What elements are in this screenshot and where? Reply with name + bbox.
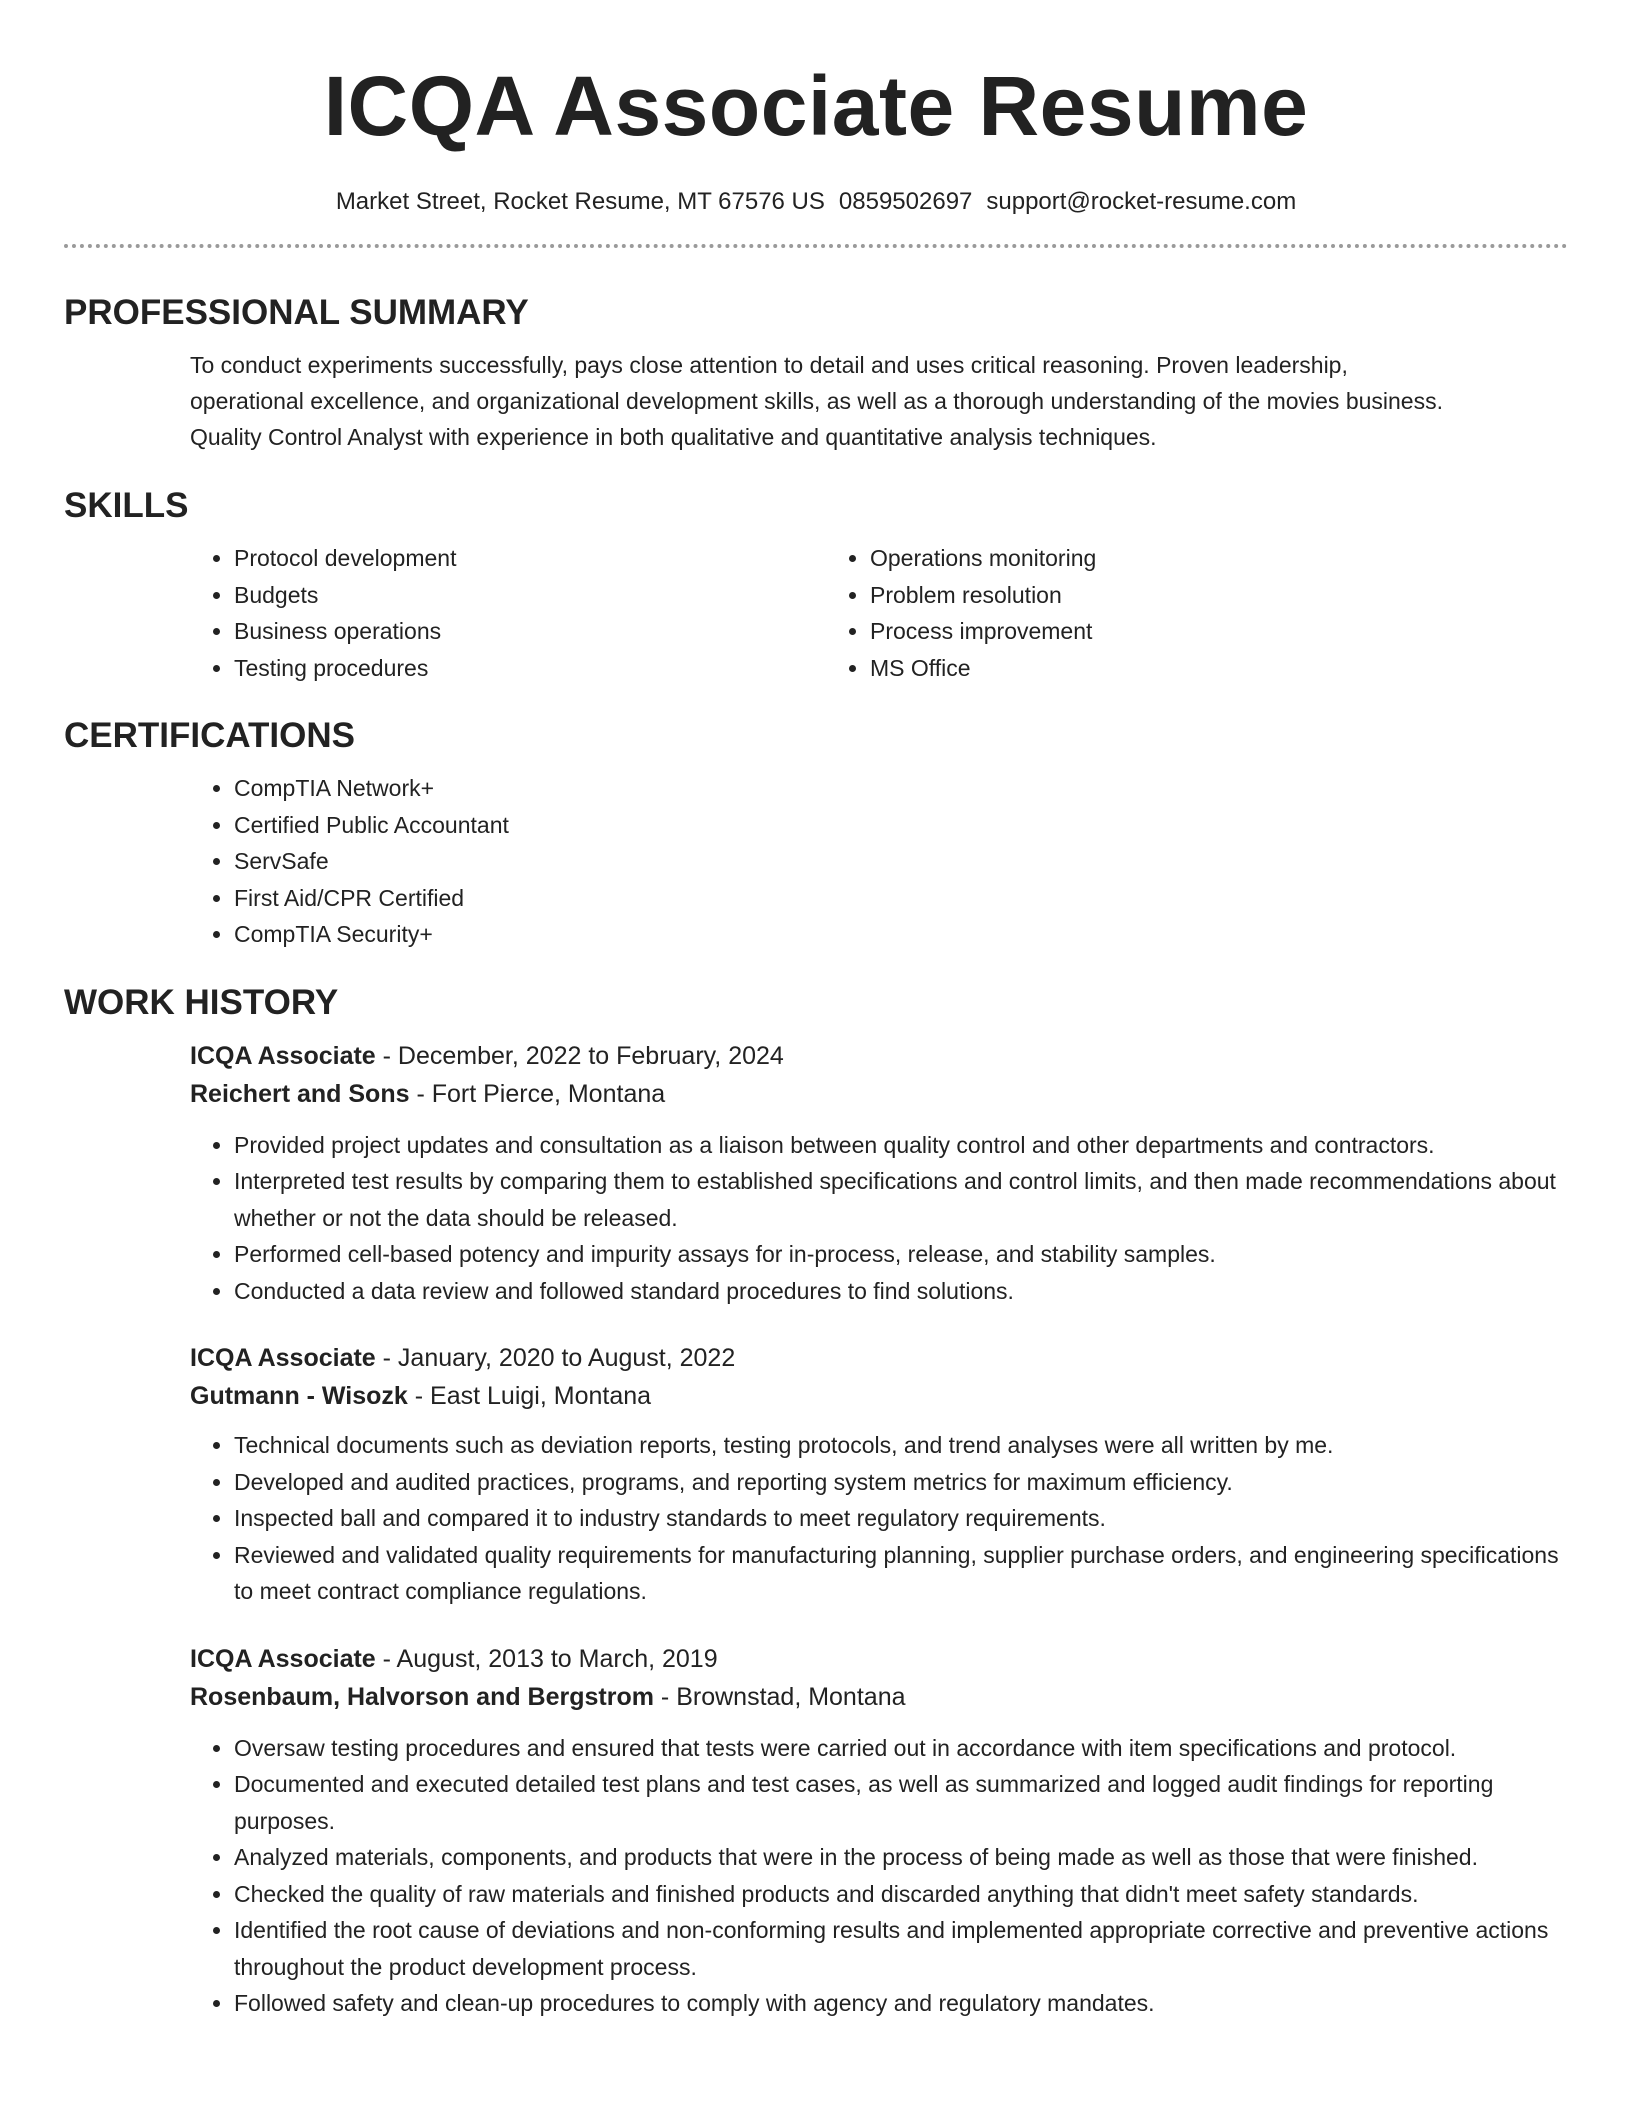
job-duties-list <box>190 1427 1568 1610</box>
skill-item: • Protocol development <box>234 540 826 577</box>
job-dates: - August, 2013 to March, 2019 <box>375 1644 718 1673</box>
job-dates: - December, 2022 to February, 2024 <box>375 1041 784 1070</box>
skill-item: • Budgets <box>234 577 826 614</box>
job-duty: • Interpreted test results by comparing them to established specifications and control limits, and then made recommendations about whether or not the data should be released. <box>234 1163 1568 1236</box>
summary-section <box>64 291 1568 455</box>
job-duties-list <box>190 1127 1568 1310</box>
job-duty: • Checked the quality of raw materials and finished products and discarded anything that didn't meet safety standards. <box>234 1876 1568 1913</box>
job-title-line <box>190 1339 1568 1377</box>
skill-item: • MS Office <box>870 650 1462 687</box>
certification-item: • First Aid/CPR Certified <box>234 880 1568 917</box>
job-title: ICQA Associate <box>190 1041 376 1070</box>
job-title-line <box>190 1037 1568 1075</box>
job-location: - Fort Pierce, Montana <box>409 1079 666 1108</box>
job-duty: • Provided project updates and consultation as a liaison between quality control and other departments and contractors. <box>234 1127 1568 1164</box>
job-duty: • Conducted a data review and followed standard procedures to find solutions. <box>234 1273 1568 1310</box>
certification-item: • CompTIA Network+ <box>234 770 1568 807</box>
job-title: ICQA Associate <box>190 1344 376 1372</box>
skills-column-right <box>826 540 1462 686</box>
summary-line: To conduct experiments successfully, pays close attention to detail and uses critical reasoning. Proven leadership, <box>190 352 1348 378</box>
job-duty: • Inspected ball and compared it to industry standards to meet regulatory requirements. <box>234 1500 1568 1537</box>
job-company: Reichert and Sons <box>190 1079 410 1108</box>
job-duty: • Technical documents such as deviation reports, testing protocols, and trend analyses were all written by me. <box>234 1427 1568 1464</box>
summary-text <box>190 347 1568 455</box>
certification-item: • CompTIA Security+ <box>234 916 1568 953</box>
section-title-summary: PROFESSIONAL SUMMARY <box>64 293 529 332</box>
skill-item: • Process improvement <box>870 613 1462 650</box>
contact-email: support@rocket-resume.com <box>986 188 1297 215</box>
job-entry <box>64 1339 1568 1610</box>
contact-phone: 0859502697 <box>838 188 973 215</box>
job-location: - East Luigi, Montana <box>407 1382 652 1410</box>
section-title-skills: SKILLS <box>64 486 189 525</box>
summary-line: Quality Control Analyst with experience in both qualitative and quantitative analysis techniques. <box>190 424 1157 450</box>
certification-item: • Certified Public Accountant <box>234 807 1568 844</box>
job-entry <box>64 1037 1568 1310</box>
job-duty: • Oversaw testing procedures and ensured that tests were carried out in accordance with item specifications and protocol. <box>234 1730 1568 1767</box>
job-duties-list <box>190 1730 1568 2022</box>
job-duty: • Identified the root cause of deviations and non-conforming results and implemented appropriate corrective and preventive actions throughout the product development process. <box>234 1912 1568 1985</box>
skill-item: • Problem resolution <box>870 577 1462 614</box>
job-company: Rosenbaum, Halvorson and Bergstrom <box>190 1682 654 1711</box>
skill-item: • Testing procedures <box>234 650 826 687</box>
certification-item: • ServSafe <box>234 843 1568 880</box>
certifications-section <box>64 714 1568 953</box>
work-history-section <box>64 981 1568 2022</box>
job-company-line <box>190 1075 1568 1113</box>
skill-item: • Operations monitoring <box>870 540 1462 577</box>
header-divider <box>64 244 1568 248</box>
contact-address: Market Street, Rocket Resume, MT 67576 US <box>335 188 825 215</box>
section-title-certifications: CERTIFICATIONS <box>64 716 356 755</box>
section-title-work-history: WORK HISTORY <box>64 982 339 1022</box>
job-title-line <box>190 1640 1568 1678</box>
job-location: - Brownstad, Montana <box>653 1682 906 1711</box>
job-title: ICQA Associate <box>190 1644 376 1673</box>
job-company: Gutmann - Wisozk <box>190 1382 408 1410</box>
skills-section <box>64 484 1568 686</box>
job-duty: • Documented and executed detailed test plans and test cases, as well as summarized and logged audit findings for reporting purposes. <box>234 1766 1568 1839</box>
job-duty: • Followed safety and clean-up procedures to comply with agency and regulatory mandates. <box>234 1985 1568 2022</box>
job-dates: - January, 2020 to August, 2022 <box>375 1344 736 1372</box>
job-duty: • Analyzed materials, components, and products that were in the process of being made as well as those that were finished. <box>234 1839 1568 1876</box>
job-duty: • Developed and audited practices, programs, and reporting system metrics for maximum efficiency. <box>234 1464 1568 1501</box>
job-entry <box>64 1640 1568 2022</box>
certifications-list <box>190 770 1568 953</box>
resume-header <box>64 0 1568 218</box>
job-duty: • Performed cell-based potency and impurity assays for in-process, release, and stability samples. <box>234 1236 1568 1273</box>
skill-item: • Business operations <box>234 613 826 650</box>
job-company-line <box>190 1377 1568 1415</box>
resume-title: ICQA Associate Resume <box>323 59 1309 153</box>
job-company-line <box>190 1678 1568 1716</box>
job-duty: • Reviewed and validated quality requirements for manufacturing planning, supplier purchase orders, and engineering specifications to meet contract compliance regulations. <box>234 1537 1568 1610</box>
summary-line: operational excellence, and organizational development skills, as well as a thorough understanding of the movies business. <box>190 388 1443 414</box>
contact-line <box>64 186 1568 218</box>
skills-grid <box>190 540 1568 686</box>
skills-column-left <box>190 540 826 686</box>
